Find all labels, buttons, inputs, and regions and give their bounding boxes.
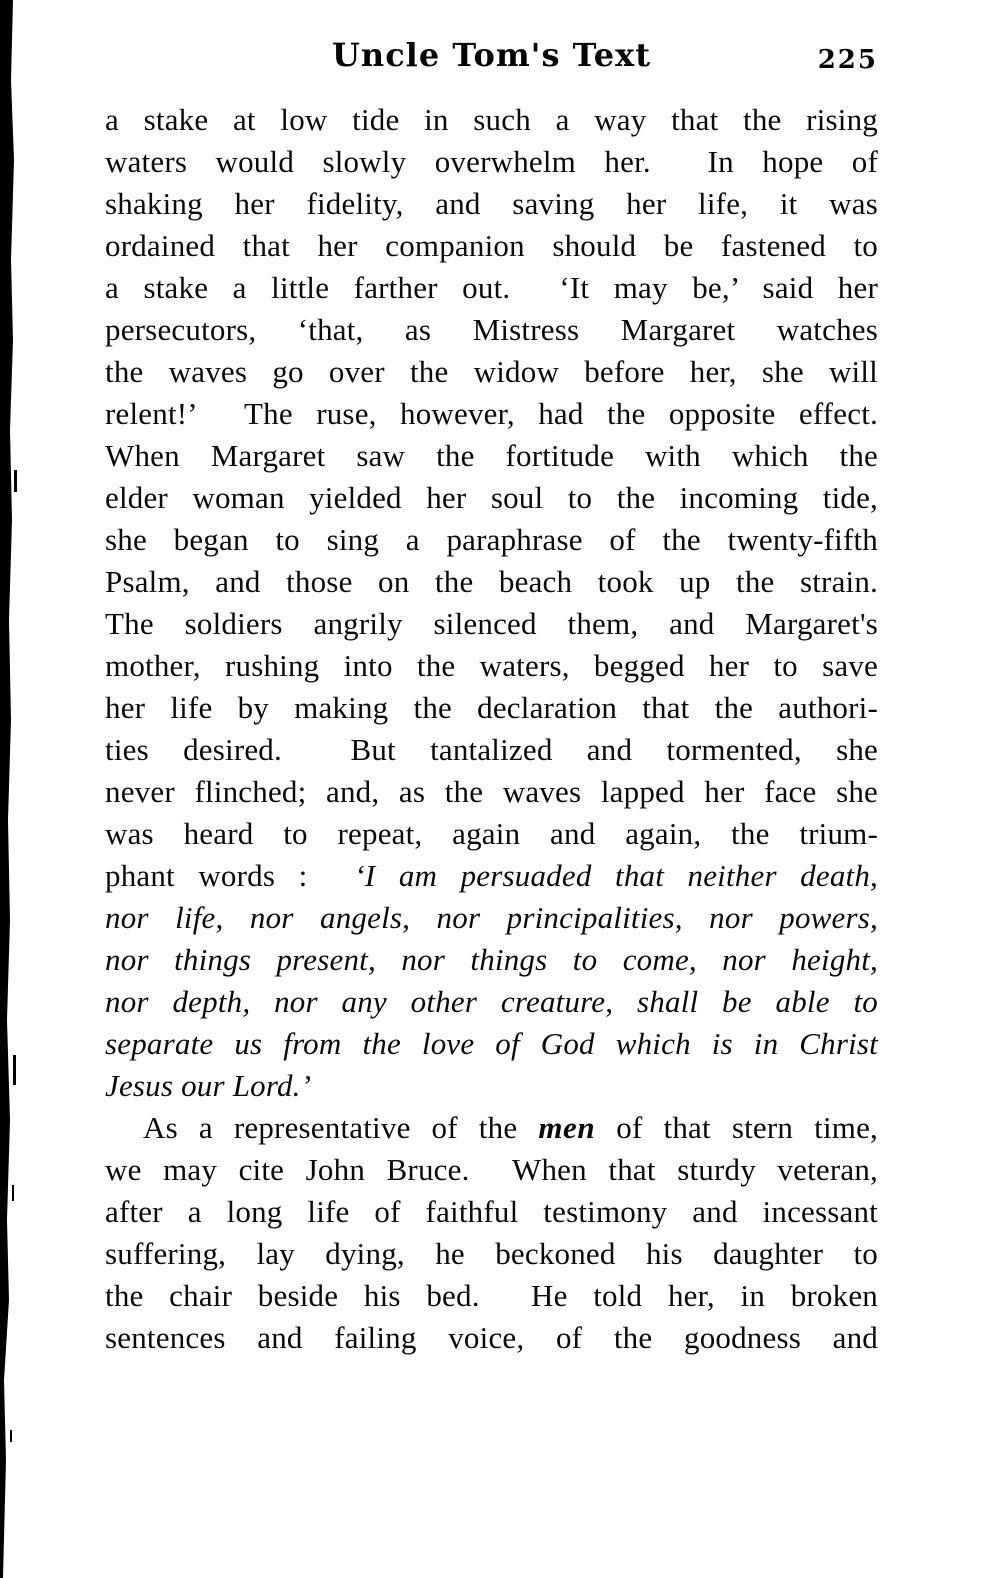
text-line (105, 1065, 878, 1107)
page-header (105, 36, 878, 86)
text-segment: the chair beside his bed. He told her, in broken (105, 1278, 878, 1313)
text-segment: relent!’ The ruse, however, had the opposite effect. (105, 396, 878, 431)
text-line (105, 351, 878, 393)
page-header-title: Uncle Tom's Text (332, 36, 651, 74)
text-line (105, 1023, 878, 1065)
text-segment: waters would slowly overwhelm her. In hope of (105, 144, 878, 179)
text-line (105, 1275, 878, 1317)
text-segment: elder woman yielded her soul to the incoming tide, (105, 480, 878, 515)
text-segment: a stake at low tide in such a way that the rising (105, 102, 878, 137)
text-line (105, 393, 878, 435)
text-segment: her life by making the declaration that the authori- (105, 690, 878, 725)
text-segment: As a representative of the (143, 1110, 539, 1145)
text-line (105, 183, 878, 225)
text-line (105, 435, 878, 477)
text-line (105, 1149, 878, 1191)
text-segment: after a long life of faithful testimony and incessant (105, 1194, 878, 1229)
text-segment: sentences and failing voice, of the goodness and (105, 1320, 878, 1355)
text-line (105, 99, 878, 141)
text-segment: men (538, 1110, 596, 1145)
text-segment: of that stern time, (595, 1110, 878, 1145)
text-line (105, 1317, 878, 1359)
text-segment: suffering, lay dying, he beckoned his daughter to (105, 1236, 878, 1271)
text-segment: nor depth, nor any other creature, shall be able to (105, 984, 878, 1019)
page-number: 225 (817, 45, 878, 75)
text-line (105, 225, 878, 267)
text-segment: separate us from the love of God which is in Christ (105, 1026, 878, 1061)
text-segment: When Margaret saw the fortitude with which the (105, 438, 878, 473)
text-segment: was heard to repeat, again and again, the trium- (105, 816, 878, 851)
text-line (105, 687, 878, 729)
body-text (105, 99, 878, 1359)
text-segment: a stake a little farther out. ‘It may be,’ said her (105, 270, 878, 305)
text-segment: ties desired. But tantalized and tormented, she (105, 732, 878, 767)
text-line (105, 897, 878, 939)
text-line (105, 603, 878, 645)
text-segment: never flinched; and, as the waves lapped her face she (105, 774, 878, 809)
text-line (105, 141, 878, 183)
text-segment: nor things present, nor things to come, nor height, (105, 942, 878, 977)
text-segment: The soldiers angrily silenced them, and Margaret's (105, 606, 878, 641)
text-line (105, 729, 878, 771)
text-segment: ‘I am persuaded that neither death, (354, 858, 878, 893)
text-segment: she began to sing a paraphrase of the twenty-fifth (105, 522, 878, 557)
text-line (105, 561, 878, 603)
text-line (105, 267, 878, 309)
text-line (105, 855, 878, 897)
text-segment: we may cite John Bruce. When that sturdy veteran, (105, 1152, 878, 1187)
scan-edge-artifact (0, 0, 26, 1578)
text-line (105, 519, 878, 561)
text-segment: mother, rushing into the waters, begged her to save (105, 648, 878, 683)
text-segment: persecutors, ‘that, as Mistress Margaret watches (105, 312, 878, 347)
text-line (105, 645, 878, 687)
text-line (105, 477, 878, 519)
text-line (105, 1191, 878, 1233)
text-segment: Jesus our Lord.’ (105, 1068, 312, 1103)
text-segment: phant words : (105, 858, 355, 893)
text-line (105, 939, 878, 981)
text-segment: nor life, nor angels, nor principalities, nor powers, (105, 900, 878, 935)
text-line (105, 1233, 878, 1275)
text-line (105, 981, 878, 1023)
text-segment: Psalm, and those on the beach took up the strain. (105, 564, 878, 599)
text-line (105, 309, 878, 351)
text-line (105, 1107, 878, 1149)
text-line (105, 813, 878, 855)
text-line (105, 771, 878, 813)
text-segment: shaking her fidelity, and saving her life, it was (105, 186, 878, 221)
text-segment: ordained that her companion should be fastened to (105, 228, 878, 263)
text-segment: the waves go over the widow before her, she will (105, 354, 878, 389)
